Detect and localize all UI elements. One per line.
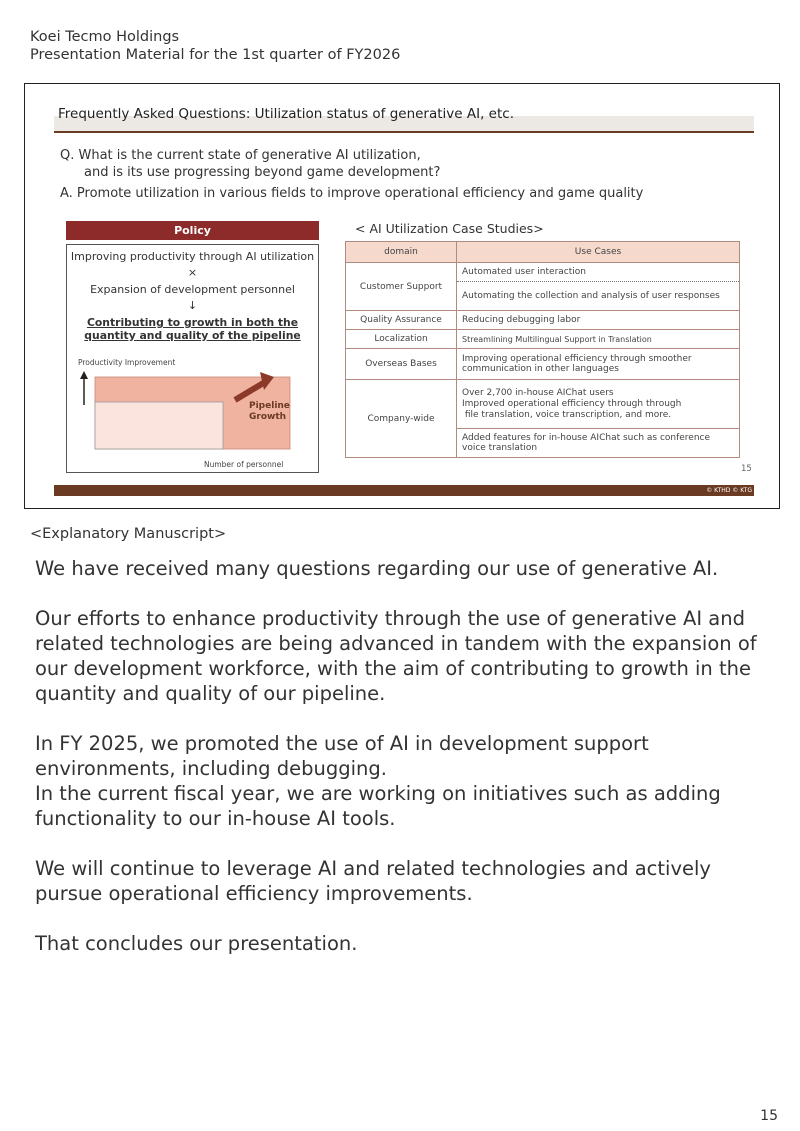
title-underline bbox=[54, 131, 754, 133]
use-case: Added features for in-house AIChat such as conference voice translation bbox=[457, 429, 740, 458]
manuscript-label: <Explanatory Manuscript> bbox=[30, 526, 227, 542]
y-axis-arrowhead bbox=[80, 371, 88, 379]
manuscript-line: In the current fiscal year, we are working on initiatives such as adding functionality to our in-house AI tools. bbox=[35, 782, 721, 830]
growth-label-2: Growth bbox=[249, 412, 287, 422]
domain-overseas-bases: Overseas Bases bbox=[346, 349, 457, 380]
policy-bold-line-1: Contributing to growth in both the bbox=[86, 316, 299, 329]
manuscript-paragraph: Our efforts to enhance productivity through the use of generative AI and related technologies are being advanced in tandem with the expansion of our development workforce, with the aim of contributing to growth in the quantity and quality of our pipeline. bbox=[35, 607, 757, 705]
use-case: Reducing debugging labor bbox=[457, 311, 740, 330]
use-case: Automating the collection and analysis of user responses bbox=[457, 282, 740, 311]
slide-page-number: 15 bbox=[741, 464, 752, 474]
question-line-2: and is its use progressing beyond game development? bbox=[84, 165, 441, 180]
table-row bbox=[346, 263, 740, 282]
domain-company-wide: Company-wide bbox=[346, 380, 457, 458]
document-header bbox=[30, 28, 400, 64]
header-use-cases: Use Cases bbox=[457, 242, 740, 263]
baseline-inner-rect bbox=[95, 402, 223, 449]
manuscript-paragraph: That concludes our presentation. bbox=[35, 932, 358, 955]
question-line-1: Q. What is the current state of generative AI utilization, bbox=[60, 148, 421, 163]
growth-diagram bbox=[67, 245, 320, 474]
manuscript-paragraph: We will continue to leverage AI and related technologies and actively pursue operational efficiency improvements. bbox=[35, 857, 711, 905]
y-axis-label: Productivity Improvement bbox=[78, 358, 176, 367]
use-case: Automated user interaction bbox=[457, 263, 740, 282]
policy-heading: Policy bbox=[66, 221, 319, 240]
use-case bbox=[457, 380, 740, 429]
material-title: Presentation Material for the 1st quarter of FY2026 bbox=[30, 47, 401, 63]
x-axis-label: Number of personnel bbox=[204, 460, 284, 469]
domain-localization: Localization bbox=[346, 330, 457, 349]
policy-times: × bbox=[187, 266, 198, 279]
slide-title: Frequently Asked Questions: Utilization status of generative AI, etc. bbox=[58, 106, 514, 122]
copyright: © KTHD © KTG bbox=[706, 487, 752, 494]
policy-line-2: Expansion of development personnel bbox=[90, 283, 295, 296]
slide-footer-band bbox=[54, 485, 754, 496]
manuscript-paragraph bbox=[35, 731, 780, 831]
policy-arrow: ↓ bbox=[187, 299, 198, 312]
domain-customer-support: Customer Support bbox=[346, 263, 457, 311]
manuscript-line: In FY 2025, we promoted the use of AI in development support environments, including debugging. bbox=[35, 732, 649, 780]
table-header-row bbox=[346, 242, 740, 263]
table-row bbox=[346, 330, 740, 349]
manuscript-body bbox=[35, 556, 780, 981]
table-row bbox=[346, 349, 740, 380]
header-domain: domain bbox=[346, 242, 457, 263]
table-row bbox=[346, 380, 740, 429]
case-studies-title: < AI Utilization Case Studies> bbox=[355, 221, 544, 236]
company-name: Koei Tecmo Holdings bbox=[30, 29, 180, 45]
answer-line: A. Promote utilization in various fields to improve operational efficiency and game quality bbox=[60, 186, 644, 201]
policy-box bbox=[66, 244, 319, 473]
domain-quality-assurance: Quality Assurance bbox=[346, 311, 457, 330]
manuscript-paragraph: We have received many questions regarding our use of generative AI. bbox=[35, 557, 719, 580]
policy-bold-line-2: quantity and quality of the pipeline bbox=[84, 329, 301, 342]
page-number: 15 bbox=[760, 1108, 778, 1124]
policy-line-1: Improving productivity through AI utilization bbox=[70, 250, 315, 263]
table-row bbox=[346, 311, 740, 330]
use-case: Improving operational efficiency through smoother communication in other languages bbox=[457, 349, 740, 380]
use-case: Streamlining Multilingual Support in Translation bbox=[457, 330, 740, 349]
slide-image bbox=[24, 83, 780, 509]
use-case-line: Improved operational efficiency through through bbox=[462, 398, 682, 409]
growth-label-1: Pipeline bbox=[249, 401, 290, 411]
case-studies-table bbox=[345, 241, 740, 458]
use-case-line: file translation, voice transcription, and more. bbox=[462, 409, 672, 420]
use-case-line: Over 2,700 in-house AIChat users bbox=[462, 387, 614, 398]
